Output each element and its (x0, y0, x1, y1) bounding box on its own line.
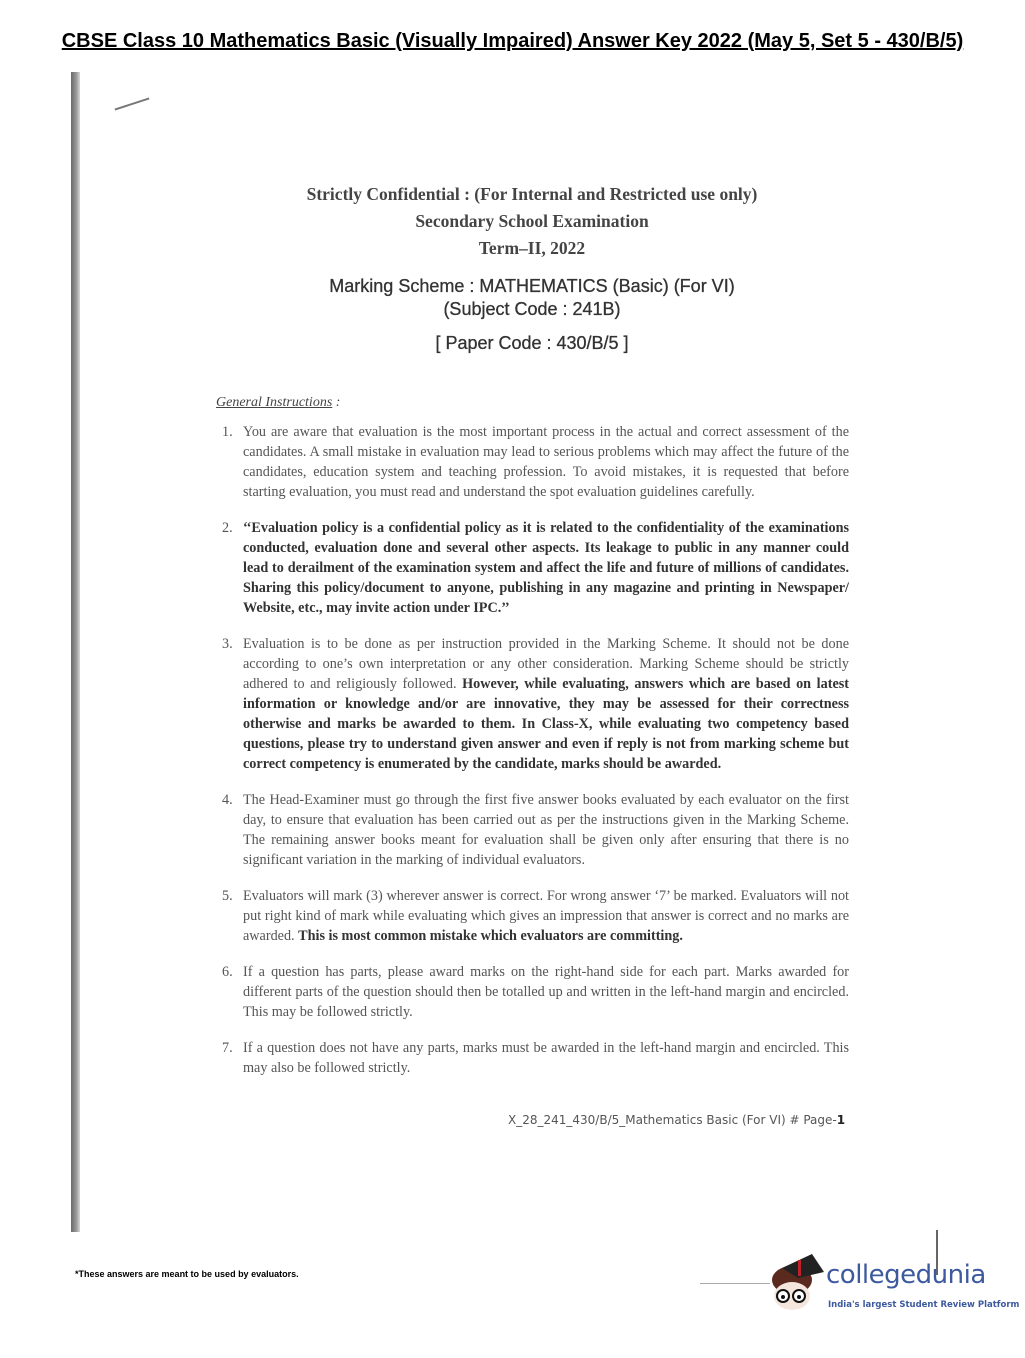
page-identifier: X_28_241_430/B/5_Mathematics Basic (For VI) # Page-1 (508, 1113, 846, 1127)
paper-code: [ Paper Code : 430/B/5 ] (435, 333, 629, 353)
logo-divider (700, 1283, 770, 1284)
term-heading: Term–II, 2022 (478, 238, 586, 258)
scan-edge-shadow (71, 72, 80, 1232)
general-instructions-label: General Instructions : (216, 395, 341, 410)
confidential-heading: Strictly Confidential : (For Internal and Restricted use only) (306, 184, 758, 204)
mascot-icon (768, 1250, 826, 1320)
instruction-item: 6. If a question has parts, please award marks on the right-hand side for each part. Marks awarded for different parts of the question should then be totalled up and written in the left-hand margin and encircled. This may be followed strictly. (222, 964, 849, 1020)
pen-mark (115, 97, 150, 110)
footnote: *These answers are meant to be used by evaluators. (75, 1269, 299, 1279)
instruction-item: 1. You are aware that evaluation is the most important process in the actual and correct assessment of the candidates. A small mistake in evaluation may lead to serious problems which may affect the future of the candidates, education system and teaching profession. To avoid mistakes, it is requested that before starting evaluation, you must read and understand the spot evaluation guidelines carefully. (222, 424, 849, 500)
exam-heading: Secondary School Examination (415, 211, 649, 231)
collegedunia-logo: collegedunia India's largest Student Review Platform (768, 1250, 998, 1320)
instruction-item: 4. The Head-Examiner must go through the first five answer books evaluated by each evaluator on the first day, to ensure that evaluation has been carried out as per the instructions given in the Marking Scheme. The remaining answer books meant for evaluation shall be given only after ensuring that there is no significant variation in the marking of individual evaluators. (222, 792, 849, 868)
instruction-item: 3. Evaluation is to be done as per instruction provided in the Marking Scheme. It should not be done according to one’s own interpretation or any other consideration. Marking Scheme should be strictly adhered to and religiously followed. However, while evaluating, answers which are based on latest information or knowledge and/or are innovative, they may be assessed for their correctness otherwise and marks be awarded to them. In Class-X, while evaluating two competency based questions, please try to understand given answer and even if reply is not from marking scheme but correct competency is enumerated by the candidate, marks should be awarded. (222, 636, 849, 772)
marking-scheme-heading: Marking Scheme : MATHEMATICS (Basic) (For VI) (329, 276, 735, 296)
instruction-item: 2. ‘‘Evaluation policy is a confidential policy as it is related to the confidentiality of the examinations conducted, evaluation done and several other aspects. Its leakage to public in any manner could lead to derailment of the examination system and affect the life and future of millions of candidates. Sharing this policy/document to anyone, publishing in any magazine and printing in Newspaper/ Website, etc., may invite action under IPC.’’ (222, 520, 849, 616)
instruction-item: 7. If a question does not have any parts, marks must be awarded in the left-hand margin and encircled. This may also be followed strictly. (222, 1040, 849, 1076)
subject-code: (Subject Code : 241B) (443, 299, 621, 319)
instructions-list (222, 422, 849, 1094)
document-title: CBSE Class 10 Mathematics Basic (Visually Impaired) Answer Key 2022 (May 5, Set 5 - 430/B/5) (61, 30, 964, 52)
instruction-item: 5. Evaluators will mark (3) wherever answer is correct. For wrong answer ‘7’ be marked. Evaluators will not put right kind of mark while evaluating which gives an impression that answer is correct and no marks are awarded. This is most common mistake which evaluators are committing. (222, 888, 849, 944)
